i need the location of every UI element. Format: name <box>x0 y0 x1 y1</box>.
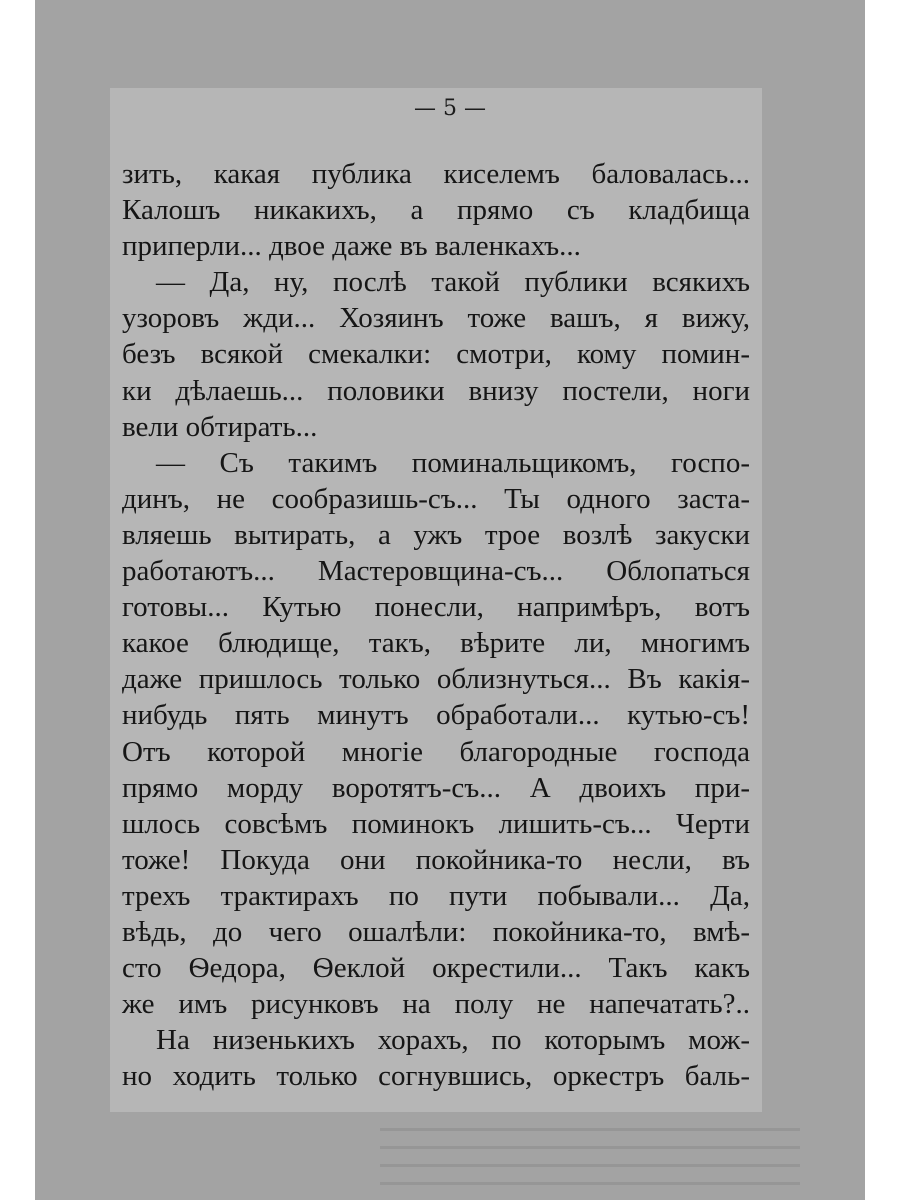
text-line: работаютъ... Мастеровщина-съ... Облопаться <box>122 555 750 588</box>
text-line: вѣдь, до чего ошалѣли: покойника-то, вмѣ- <box>122 915 750 948</box>
text-line: тоже! Покуда они покойника-то несли, въ <box>122 843 750 876</box>
text-line: какое блюдище, такъ, вѣрите ли, многимъ <box>122 627 750 660</box>
text-line: Отъ которой многіе благородные господа <box>122 735 750 768</box>
text-line: приперли... двое даже въ валенкахъ... <box>122 230 581 263</box>
text-line: узоровъ жди... Хозяинъ тоже вашъ, я вижу, <box>122 302 750 335</box>
text-line: но ходить только согнувшись, оркестръ баль- <box>122 1060 750 1093</box>
text-line: даже пришлось только облизнуться... Въ какія- <box>122 663 750 696</box>
text-line: — Да, ну, послѣ такой публики всякихъ <box>156 266 750 299</box>
text-line: На низенькихъ хорахъ, по которымъ мож- <box>156 1024 750 1057</box>
body-text <box>122 156 750 1094</box>
text-line: Калошъ никакихъ, а прямо съ кладбища <box>122 194 750 227</box>
text-line: готовы... Кутью понесли, напримѣръ, вотъ <box>122 591 750 624</box>
text-line: же имъ рисунковъ на полу не напечатать?.. <box>122 988 750 1021</box>
text-line: шлось совсѣмъ поминокъ лишить-съ... Черти <box>122 807 750 840</box>
text-line: вели обтирать... <box>122 410 318 443</box>
text-line: трехъ трактирахъ по пути побывали... Да, <box>122 879 750 912</box>
text-line: безъ всякой смекалки: смотри, кому помин- <box>122 338 750 371</box>
page-number: — 5 — <box>414 96 486 121</box>
text-line: нибудь пять минутъ обработали... кутью-съ! <box>122 699 750 732</box>
text-line: прямо морду воротятъ-съ... А двоихъ при- <box>122 771 750 804</box>
text-line: ки дѣлаешь... половики внизу постели, ноги <box>122 374 750 407</box>
text-line: вляешь вытирать, а ужъ трое возлѣ закуски <box>122 518 750 551</box>
text-line: сто Ѳедора, Ѳеклой окрестили... Такъ какъ <box>122 952 750 985</box>
bleed-through-text <box>380 1125 800 1185</box>
text-line: динъ, не сообразишь-съ... Ты одного заста- <box>122 482 750 515</box>
text-line: — Съ такимъ поминальщикомъ, госпо- <box>156 446 750 479</box>
text-line: зить, какая публика киселемъ баловалась... <box>122 158 750 190</box>
